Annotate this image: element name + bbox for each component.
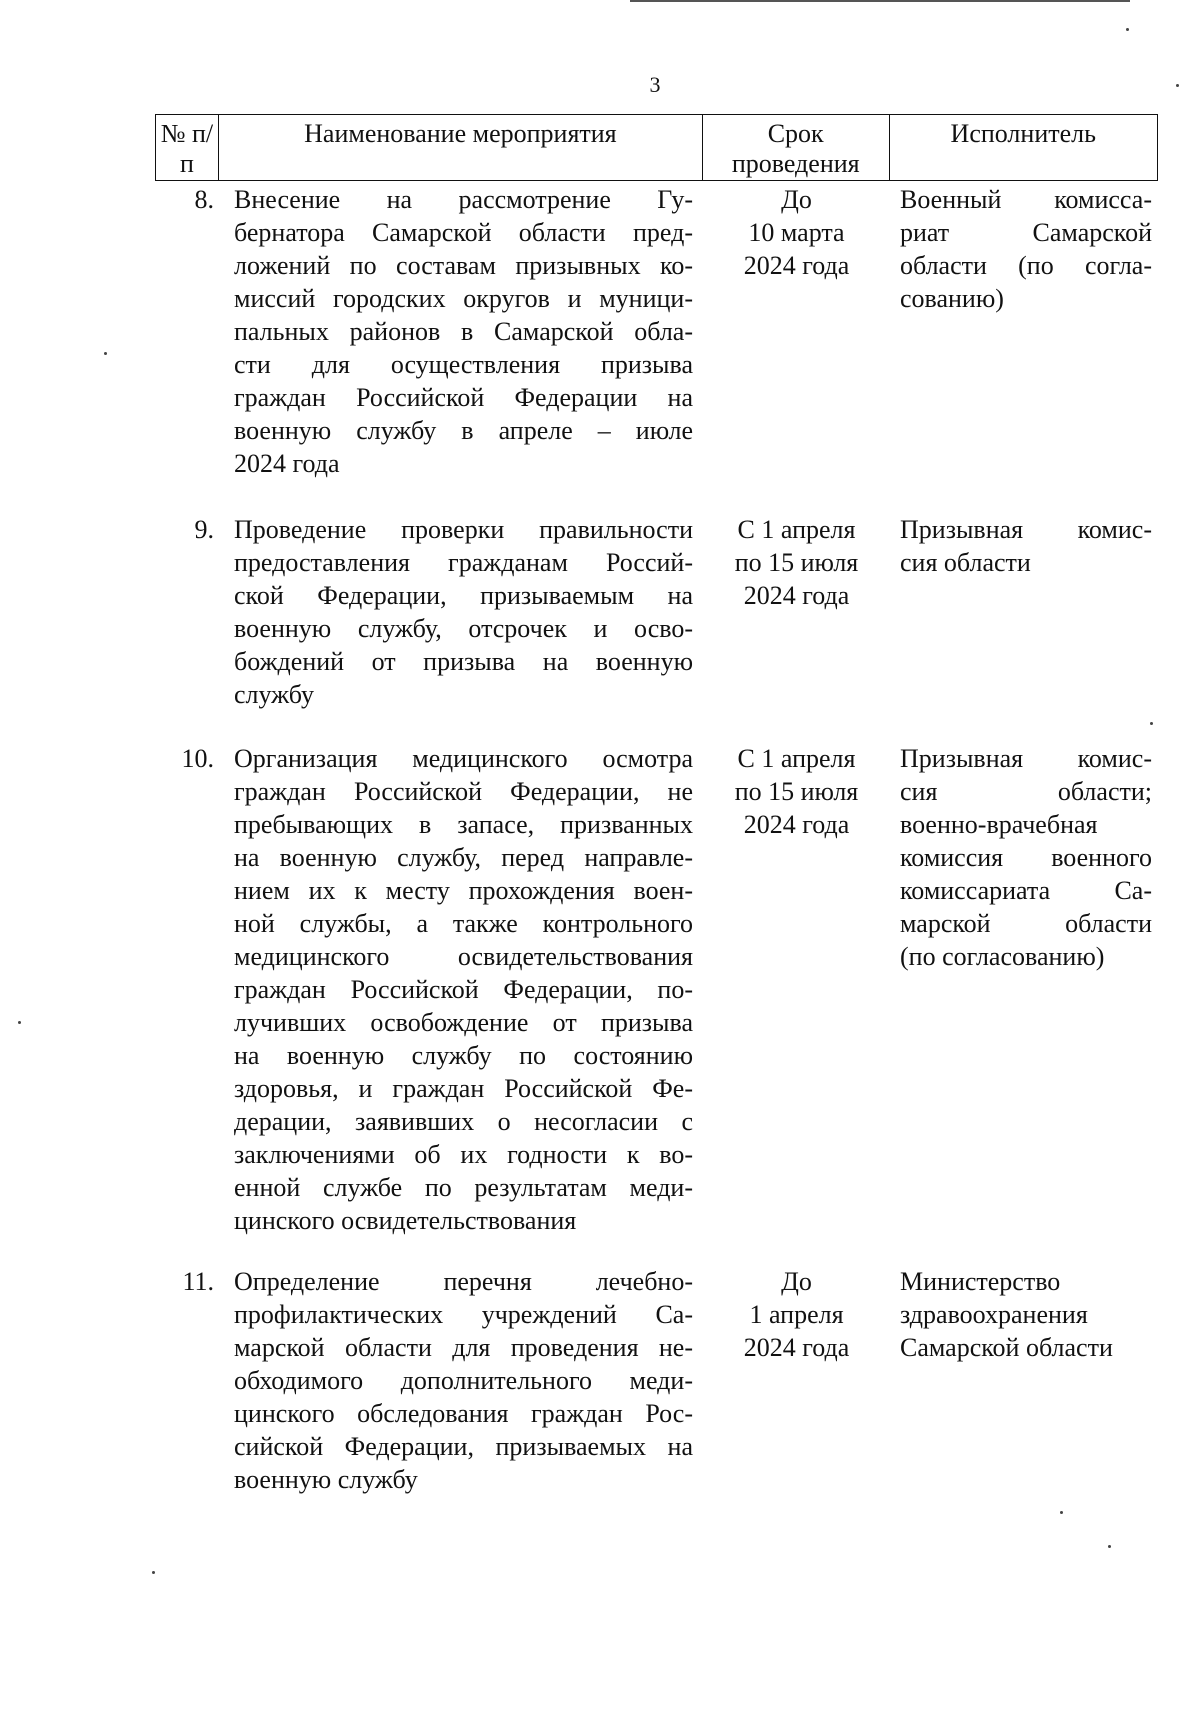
name-line: Проведение проверки правильности — [234, 515, 693, 544]
term-line: 2024 года — [743, 810, 850, 839]
term-line: 1 апреля — [749, 1300, 844, 1329]
row-executor — [890, 183, 1158, 480]
name-line: на военную службу, перед направле- — [234, 843, 693, 872]
name-line: ной службы, а также контрольного — [234, 909, 693, 938]
name-line: военную службу — [234, 1465, 418, 1494]
row-executor — [890, 742, 1158, 1237]
name-line: военную службу в апреле – июле — [234, 416, 693, 445]
row-number: 8. — [194, 185, 214, 214]
scan-speck — [104, 352, 107, 355]
row-executor — [890, 1265, 1158, 1496]
executor-line: военно-врачебная — [900, 810, 1098, 839]
scan-speck — [1150, 722, 1153, 725]
name-line: медицинского освидетельствования — [234, 942, 693, 971]
term-line: 2024 года — [743, 251, 850, 280]
name-line: енной службе по результатам меди- — [234, 1173, 693, 1202]
term-line: До — [781, 1267, 812, 1296]
name-line: профилактических учреждений Са- — [234, 1300, 693, 1329]
name-line: цинского освидетельствования — [234, 1206, 577, 1235]
name-line: лучивших освобождение от призыва — [234, 1008, 693, 1037]
executor-line: сия области; — [900, 777, 1152, 806]
header-name: Наименование мероприятия — [219, 115, 703, 180]
scan-speck — [1126, 28, 1129, 31]
name-line: марской области для проведения не- — [234, 1333, 693, 1362]
executor-line: области (по согла- — [900, 251, 1152, 280]
executor-line: комиссариата Са- — [900, 876, 1152, 905]
scan-speck — [1108, 1545, 1111, 1548]
name-line: цинского обследования граждан Рос- — [234, 1399, 693, 1428]
table-header — [155, 114, 1158, 181]
executor-line: Министерство — [900, 1267, 1061, 1296]
executor-line: Военный комисса- — [900, 185, 1152, 214]
name-line: ской Федерации, призываемым на — [234, 581, 693, 610]
row-name — [218, 183, 703, 480]
executor-line: (по согласованию) — [900, 942, 1105, 971]
name-line: граждан Российской Федерации на — [234, 383, 693, 412]
name-line: обходимого дополнительного меди- — [234, 1366, 693, 1395]
scan-speck — [152, 1571, 155, 1574]
scan-speck — [1060, 1511, 1063, 1514]
executor-line: марской области — [900, 909, 1152, 938]
row-name — [218, 1265, 703, 1496]
executor-line: Самарской области — [900, 1333, 1113, 1362]
term-line: по 15 июля — [734, 777, 859, 806]
name-line: нием их к месту прохождения воен- — [234, 876, 693, 905]
row-name — [218, 513, 703, 711]
executor-line: риат Самарской — [900, 218, 1152, 247]
table-row-9 — [155, 513, 1158, 711]
term-line: С 1 апреля — [737, 744, 856, 773]
name-line: бернатора Самарской области пред- — [234, 218, 693, 247]
name-line: сийской Федерации, призываемых на — [234, 1432, 693, 1461]
term-line: С 1 апреля — [737, 515, 856, 544]
term-line: 2024 года — [743, 1333, 850, 1362]
row-term — [703, 1265, 890, 1496]
header-num: № п/п — [156, 115, 219, 180]
name-line: 2024 года — [234, 449, 340, 478]
executor-line: Призывная комис- — [900, 744, 1152, 773]
page-number: 3 — [649, 72, 661, 97]
table-row-8 — [155, 183, 1158, 480]
row-number: 11. — [182, 1267, 214, 1296]
name-line: Организация медицинского осмотра — [234, 744, 693, 773]
scan-top-edge — [630, 0, 1130, 2]
row-term — [703, 513, 890, 711]
name-line: Определение перечня лечебно- — [234, 1267, 693, 1296]
table-row-10 — [155, 742, 1158, 1237]
scan-speck — [1176, 84, 1179, 87]
name-line: граждан Российской Федерации, по- — [234, 975, 693, 1004]
name-line: пребывающих в запасе, призванных — [234, 810, 693, 839]
name-line: заключениями об их годности к во- — [234, 1140, 693, 1169]
name-line: сти для осуществления призыва — [234, 350, 693, 379]
executor-line: сованию) — [900, 284, 1004, 313]
header-executor: Исполнитель — [950, 119, 1096, 148]
name-line: здоровья, и граждан Российской Фе- — [234, 1074, 693, 1103]
executor-line: комиссия военного — [900, 843, 1152, 872]
name-line: дерации, заявивших о несогласии с — [234, 1107, 693, 1136]
name-line: на военную службу по состоянию — [234, 1041, 693, 1070]
row-term — [703, 183, 890, 480]
row-number: 10. — [181, 744, 214, 773]
name-line: предоставления гражданам Россий- — [234, 548, 693, 577]
name-line: бождений от призыва на военную — [234, 647, 693, 676]
table-row-11 — [155, 1265, 1158, 1496]
name-line: граждан Российской Федерации, не — [234, 777, 693, 806]
row-term — [703, 742, 890, 1237]
name-line: миссий городских округов и муници- — [234, 284, 693, 313]
name-line: Внесение на рассмотрение Гу- — [234, 185, 693, 214]
term-line: по 15 июля — [734, 548, 859, 577]
header-term: Срок проведения — [703, 115, 890, 180]
name-line: пальных районов в Самарской обла- — [234, 317, 693, 346]
name-line: военную службу, отсрочек и осво- — [234, 614, 693, 643]
row-executor — [890, 513, 1158, 711]
executor-line: Призывная комис- — [900, 515, 1152, 544]
name-line: службу — [234, 680, 315, 709]
executor-line: сия области — [900, 548, 1031, 577]
term-line: До — [781, 185, 812, 214]
name-line: ложений по составам призывных ко- — [234, 251, 693, 280]
term-line: 10 марта — [748, 218, 845, 247]
executor-line: здравоохранения — [900, 1300, 1088, 1329]
scan-speck — [18, 1021, 21, 1024]
term-line: 2024 года — [743, 581, 850, 610]
row-name — [218, 742, 703, 1237]
row-number: 9. — [194, 515, 214, 544]
